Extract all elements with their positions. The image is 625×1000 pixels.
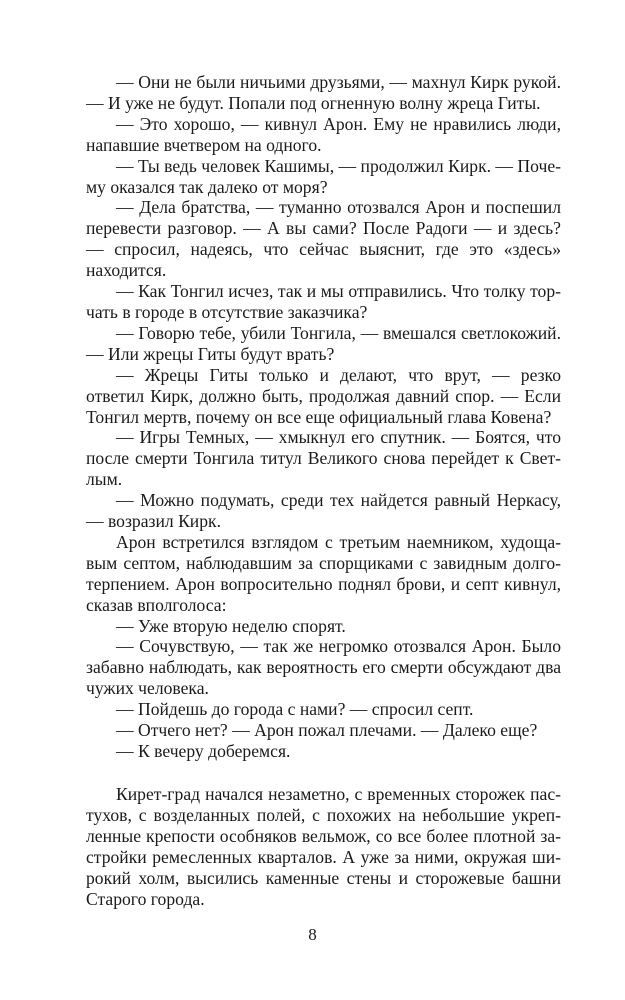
paragraph: — Ты ведь человек Кашимы, — продолжил Кирк. — Почему оказался так далеко от моря? [86,155,561,197]
paragraph: — Игры Темных, — хмыкнул его спутник. — Боятся, что после смерти Тонгила титул Великого снова перейдет к Светлым. [86,427,561,490]
paragraph: — Они не были ничьими друзьями, — махнул Кирк рукой. — И уже не будут. Попали под огненную волну жреца Гиты. [86,72,561,113]
paragraph: — Сочувствую, — так же негромко отозвался Арон. Было забавно наблюдать, как вероятность его смерти обсуждают два чужих человека. [86,636,561,699]
paragraph: — Это хорошо, — кивнул Арон. Ему не нравились люди, напавшие вчетвером на одного. [86,113,561,155]
paragraph: — Жрецы Гиты только и делают, что врут, — резко ответил Кирк, должно быть, продолжая давний спор. — Если Тонгил мертв, почему он все еще официальный глава Ковена? [86,364,561,427]
paragraph: — Пойдешь до города с нами? — спросил септ. [116,699,474,720]
paragraph: — К вечеру доберемся. [116,741,291,761]
paragraph: — Уже вторую неделю спорят. [116,615,346,636]
paragraph: — Можно подумать, среди тех найдется равный Неркасу, — возразил Кирк. [86,490,561,532]
paragraph: — Дела братства, — туманно отозвался Арон и поспешил перевести разговор. — А вы сами? После Радоги — и здесь? — спросил, надеясь, что сейчас выяснит, где это «здесь» находится. [86,197,561,281]
paragraph: Кирет-град начался незаметно, с временных сторожек пастухов, с возделанных полей, с похожих на небольшие укрепленные крепости особняков вельмож, со все более плотной застройки ремесленных кварталов. А уже за ними, окружая широкий холм, высились каменные стены и сторожевые башни Старого города. [86,784,561,909]
paragraph: — Говорю тебе, убили Тонгила, — вмешался светлокожий. — Или жрецы Гиты будут врать? [86,322,561,364]
dialogue-section [86,72,561,762]
paragraph: Арон встретился взглядом с третьим наемником, худощавым септом, наблюдавшим за спорщиками с завидным долготерпением. Арон вопросительно поднял брови, и септ кивнул, сказав вполголоса: [86,531,561,615]
paragraph: — Как Тонгил исчез, так и мы отправились. Что толку торчать в городе в отсутствие заказчика? [86,281,561,322]
narrative-section [86,784,561,909]
page-number: 8 [308,925,317,944]
paragraph: — Отчего нет? — Арон пожал плечами. — Далеко еще? [116,720,538,741]
